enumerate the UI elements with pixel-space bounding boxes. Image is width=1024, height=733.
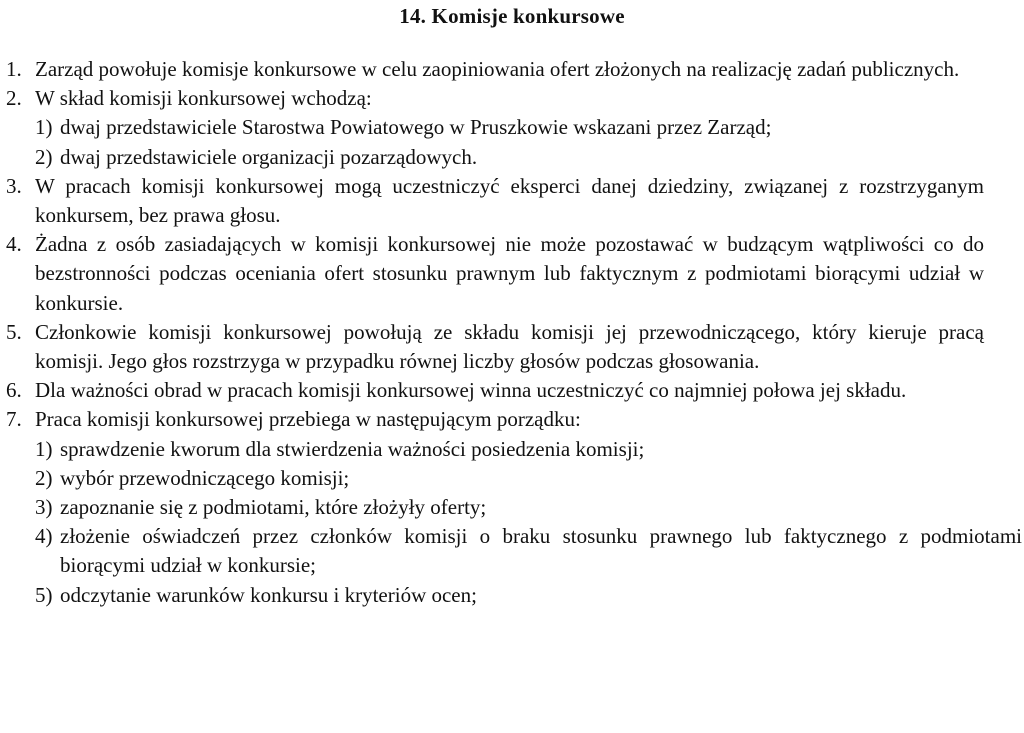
item-text: Dla ważności obrad w pracach komisji konkursowej winna uczestniczyć co najmniej połowa jej składu. <box>35 378 907 403</box>
item-text: Zarząd powołuje komisje konkursowe w celu zaopiniowania ofert złożonych na realizację zadań publicznych. <box>35 57 960 81</box>
sub-item-2-2 <box>0 143 1014 172</box>
sub-item-text: złożenie oświadczeń przez członków komisji o braku stosunku prawnego lub faktycznego z podmiotami biorącymi udział w konkursie; <box>60 524 1022 578</box>
sub-item-text: wybór przewodniczącego komisji; <box>60 465 350 490</box>
sub-item-number: 1) <box>35 115 53 140</box>
sub-item-number: 4) <box>35 524 53 549</box>
list-item-5 <box>0 318 984 376</box>
list-item-2 <box>0 84 984 113</box>
item-number: 4. <box>6 232 22 257</box>
sub-item-text: sprawdzenie kworum dla stwierdzenia ważności posiedzenia komisji; <box>60 436 645 461</box>
item-text: Praca komisji konkursowej przebiega w następującym porządku: <box>35 407 581 432</box>
item-number: 3. <box>6 173 22 198</box>
list-item-3 <box>0 172 984 230</box>
sub-item-7-4 <box>0 522 1022 580</box>
list-item-4 <box>0 230 984 318</box>
item-number: 5. <box>6 319 22 344</box>
sub-item-text: dwaj przedstawiciele Starostwa Powiatowego w Pruszkowie wskazani przez Zarząd; <box>60 115 772 140</box>
document-body <box>0 55 1024 610</box>
sub-item-7-2 <box>0 464 1014 493</box>
item-number: 1. <box>6 57 22 81</box>
sub-item-text: zapoznanie się z podmiotami, które złożyły oferty; <box>60 495 487 520</box>
sub-item-text: dwaj przedstawiciele organizacji pozarządowych. <box>60 144 478 169</box>
item-text: Żadna z osób zasiadających w komisji konkursowej nie może pozostawać w budzącym wątpliwości co do bezstronności podczas oceniania ofert stosunku prawnym lub faktycznym z podmiotami biorącymi udział w konkursie. <box>35 232 984 315</box>
item-text: W pracach komisji konkursowej mogą uczestniczyć eksperci danej dziedziny, związanej z rozstrzyganym konkursem, bez prawa głosu. <box>35 173 984 228</box>
section-heading: 14. Komisje konkursowe <box>399 4 625 28</box>
sub-item-text: odczytanie warunków konkursu i kryteriów ocen; <box>60 582 477 607</box>
sub-item-number: 2) <box>35 144 53 169</box>
sub-item-7-3 <box>0 493 1014 522</box>
sub-item-number: 3) <box>35 495 53 520</box>
sub-item-2-1 <box>0 113 1014 142</box>
sub-item-number: 5) <box>35 582 53 607</box>
item-number: 6. <box>6 378 22 403</box>
item-text: W skład komisji konkursowej wchodzą: <box>35 86 372 111</box>
item-text: Członkowie komisji konkursowej powołują ze składu komisji jej przewodniczącego, który kieruje pracą komisji. Jego głos rozstrzyga w przypadku równej liczby głosów podczas głosowania. <box>35 319 984 374</box>
list-item-1 <box>0 55 984 84</box>
item-number: 2. <box>6 86 22 111</box>
list-item-7 <box>0 405 984 434</box>
sub-item-7-5 <box>0 581 1014 610</box>
item-number: 7. <box>6 407 22 432</box>
list-item-6 <box>0 376 984 405</box>
sub-item-number: 1) <box>35 436 53 461</box>
sub-item-number: 2) <box>35 465 53 490</box>
sub-item-7-1 <box>0 435 1014 464</box>
